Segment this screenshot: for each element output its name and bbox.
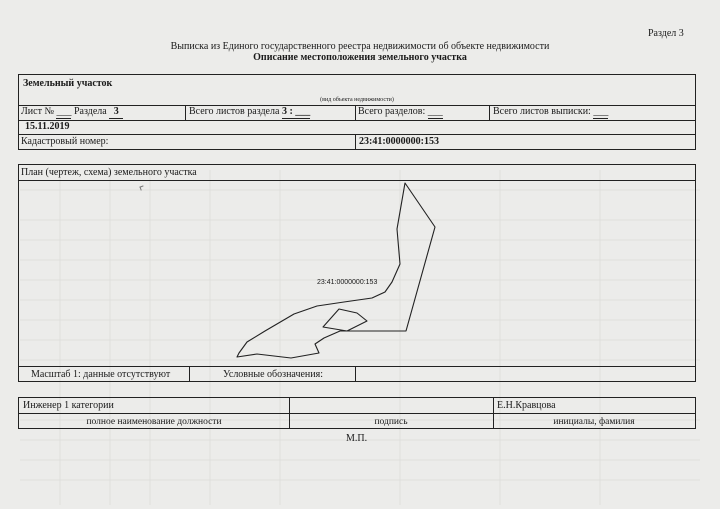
total-section-sheets-label: Всего листов раздела <box>189 106 280 117</box>
plan-title: План (чертеж, схема) земельного участка <box>21 167 197 178</box>
section-value: 3 <box>109 106 123 119</box>
plan-box <box>18 164 696 382</box>
parcel-outline-drawing <box>19 181 695 366</box>
total-extract-sheets-value: ___ <box>593 106 609 117</box>
total-extract-sheets-label: Всего листов выписки: <box>493 106 591 117</box>
name-caption: инициалы, фамилия <box>553 417 635 427</box>
sheet-number <box>21 106 123 119</box>
parcel-label: 23:41:0000000:153 <box>317 279 378 286</box>
section-number-label: Раздел 3 <box>648 28 684 39</box>
total-sections-value: ___ <box>427 106 443 117</box>
document-title: Выписка из Единого государственного реестра недвижимости об объекте недвижимости <box>170 41 550 52</box>
signature-caption: подпись <box>374 417 408 427</box>
sheet-number-label: Лист № <box>21 106 54 117</box>
position-caption: полное наименование должности <box>86 417 222 427</box>
total-extract-sheets <box>493 106 608 119</box>
section-label: Раздела <box>73 106 107 117</box>
cadastral-number-label: Кадастровый номер: <box>21 136 109 147</box>
position-value: Инженер 1 категории <box>23 400 114 411</box>
total-sections <box>358 106 443 119</box>
total-section-sheets-value: 3 : ___ <box>281 106 311 117</box>
sheet-number-value: ___ <box>56 106 72 117</box>
total-sections-label: Всего разделов: <box>358 106 426 117</box>
object-info-table <box>18 74 696 150</box>
object-type-caption: (вид объекта недвижимости) <box>320 97 394 103</box>
signature-table <box>18 397 696 429</box>
scale-text: Масштаб 1: данные отсутствуют <box>31 369 171 380</box>
object-type-value: Земельный участок <box>23 78 113 89</box>
cadastral-number-value: 23:41:0000000:153 <box>359 136 439 147</box>
extract-date: 15.11.2019 <box>25 121 70 132</box>
stamp-placeholder: М.П. <box>346 433 368 444</box>
legend-label: Условные обозначения: <box>223 369 324 380</box>
name-value: Е.Н.Кравцова <box>497 400 556 411</box>
document-subtitle: Описание местоположения земельного участка <box>253 52 467 63</box>
total-section-sheets <box>189 106 310 119</box>
